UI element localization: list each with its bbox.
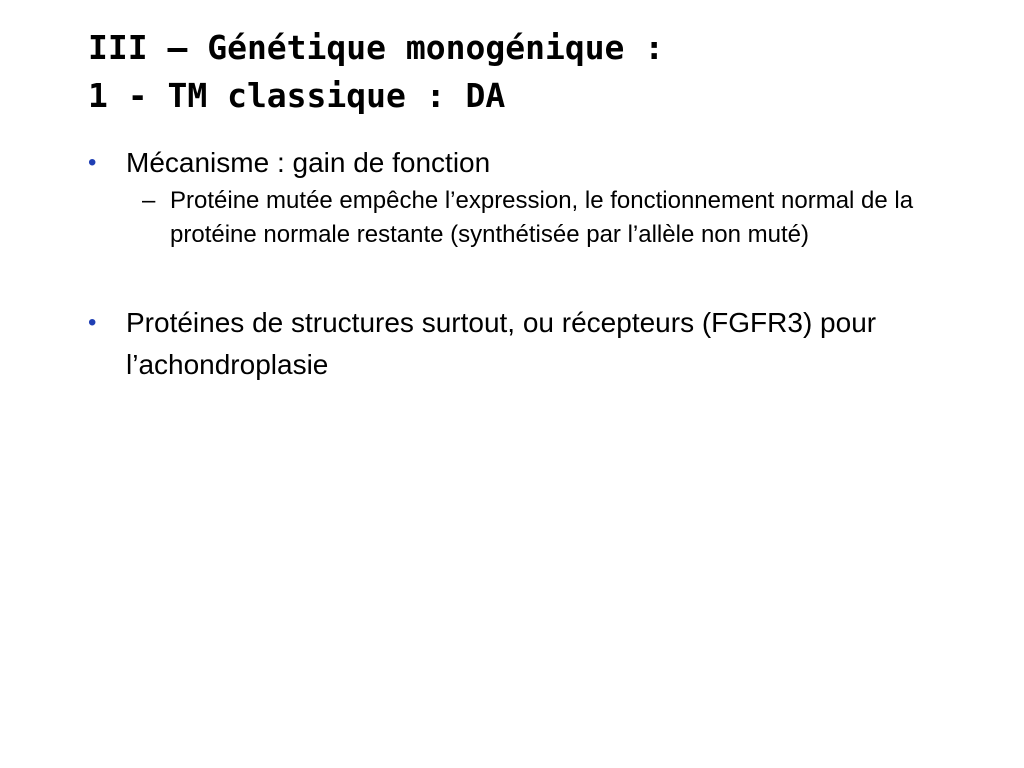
bullet-item-1 [88, 142, 948, 184]
title-line-2: 1 - TM classique : DA [88, 76, 506, 115]
sub-bullet-marker: – [142, 187, 156, 214]
bullet-marker: • [88, 149, 97, 176]
bullet-marker: • [88, 309, 97, 336]
sub-bullet-text: Protéine mutée empêche l’expression, le fonctionnement normal de la protéine normale restante (synthétisée par l’allèle non muté) [170, 187, 914, 248]
sub-bullet-item-1 [142, 184, 948, 252]
slide-body [88, 142, 948, 386]
bullet-text: Protéines de structures surtout, ou récepteurs (FGFR3) pour l’achondroplasie [126, 307, 877, 380]
title-line-1: III – Génétique monogénique : [88, 28, 665, 67]
slide-title [88, 24, 968, 120]
bullet-item-2 [88, 302, 948, 386]
bullet-text: Mécanisme : gain de fonction [126, 147, 491, 178]
